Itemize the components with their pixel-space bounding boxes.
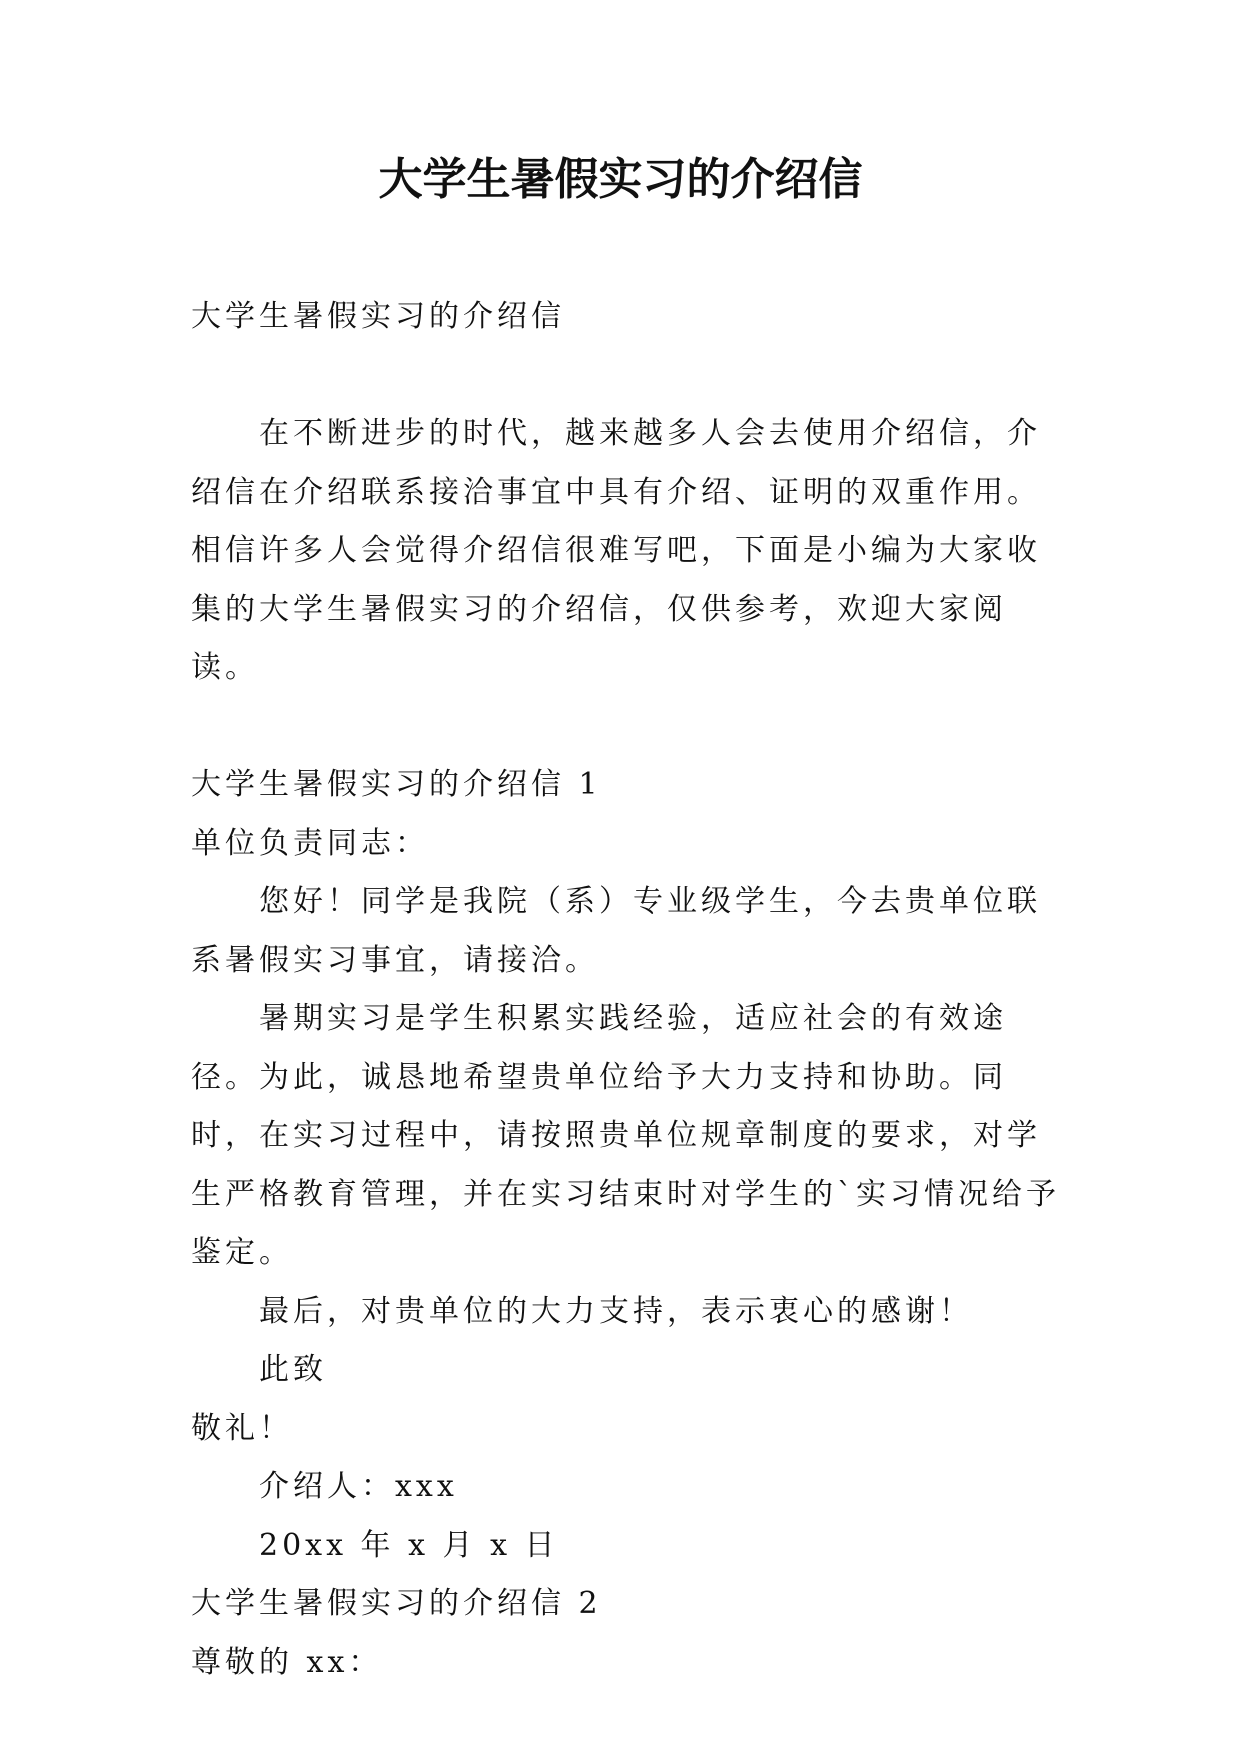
letter1-salutation: 单位负责同志： [191,825,429,861]
letter1-date: 20xx 年 x 月 x 日 [259,1527,559,1563]
document-title: 大学生暑假实习的介绍信 [378,154,863,205]
letter1-closing-2: 敬礼！ [191,1410,293,1446]
letter2-heading: 大学生暑假实习的介绍信 2 [191,1586,602,1621]
letter1-paragraph-3: 最后，对贵单位的大力支持，表示衷心的感谢！ [259,1293,973,1329]
letter2-salutation: 尊敬的 xx： [191,1644,383,1680]
letter1-paragraph-1: 您好！同学是我院（系）专业级学生，今去贵单位联系暑假实习事宜，请接洽。 [191,884,1041,978]
spacer [191,698,1061,757]
spacer [191,347,1061,406]
intro-paragraph: 在不断进步的时代，越来越多人会去使用介绍信，介绍信在介绍联系接洽事宜中具有介绍、证明的双重作用。相信许多人会觉得介绍信很难写吧，下面是小编为大家收集的大学生暑假实习的介绍信，仅供参考，欢迎大家阅读。 [191,416,1041,685]
letter1-closing-1: 此致 [259,1352,327,1387]
letter1-signer: 介绍人：xxx [259,1469,458,1504]
letter1-heading: 大学生暑假实习的介绍信 1 [191,767,602,802]
document-subtitle: 大学生暑假实习的介绍信 [191,299,565,334]
letter1-paragraph-2: 暑期实习是学生积累实践经验，适应社会的有效途径。为此，诚恳地希望贵单位给予大力支持和协助。同时，在实习过程中，请按照贵单位规章制度的要求，对学生严格教育管理，并在实习结束时对学生的`实习情况给予鉴定。 [191,1001,1060,1270]
document-body [191,288,1061,1692]
